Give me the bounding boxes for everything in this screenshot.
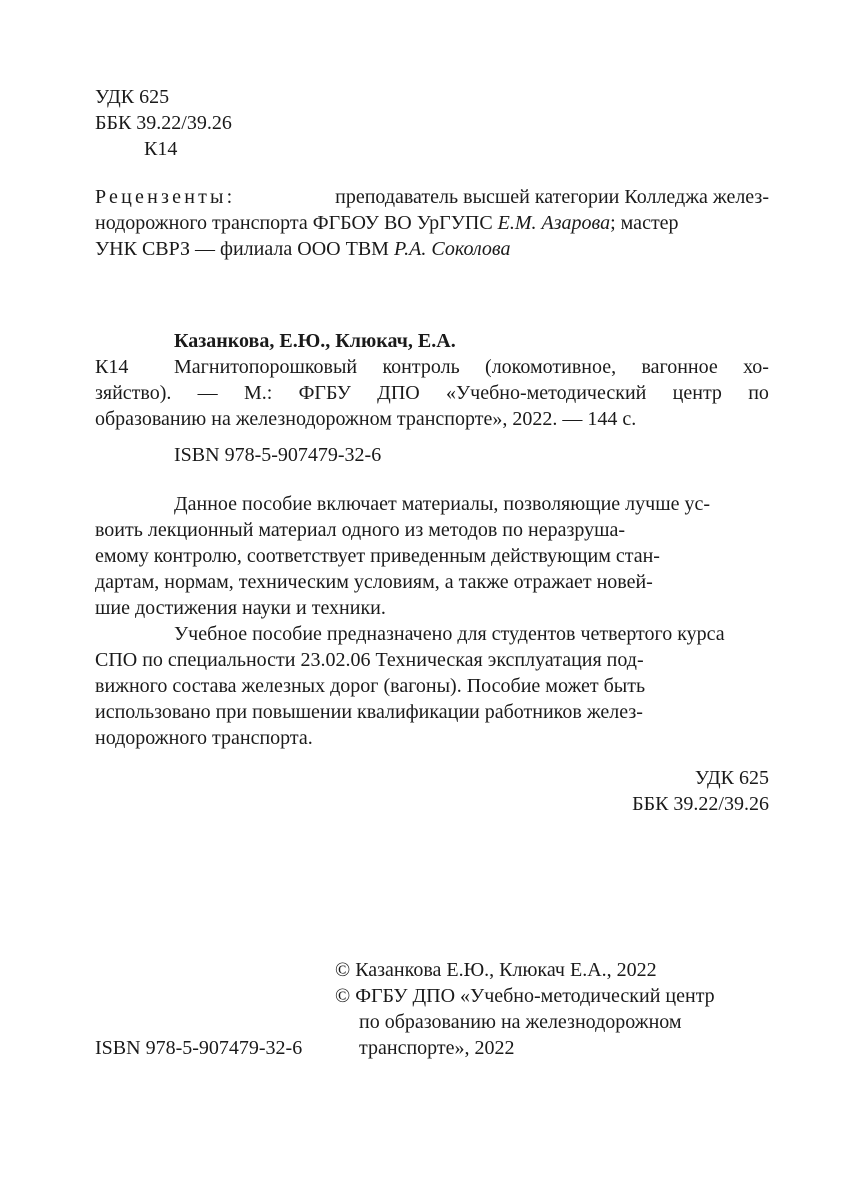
copyright-publisher-line-3: транспорте», 2022 bbox=[359, 1037, 515, 1059]
top-index bbox=[95, 84, 232, 162]
bib-title-line-3: образованию на железнодорожном транспорте», 2022. — 144 с. bbox=[95, 408, 637, 430]
reviewers-line-2 bbox=[95, 210, 769, 236]
abstract-p1-line-2: воить лекционный материал одного из методов по неразруша- bbox=[95, 519, 626, 541]
authors-heading: Казанкова, Е.Ю., Клюкач, Е.А. bbox=[174, 330, 456, 352]
copyright-publisher-line-1: © ФГБУ ДПО «Учебно-методический центр bbox=[335, 985, 715, 1007]
bib-isbn: ISBN 978-5-907479-32-6 bbox=[174, 444, 382, 466]
abstract-p1-line-5: шие достижения науки и техники. bbox=[95, 597, 386, 619]
reviewer-name-2: Р.А. Соколова bbox=[393, 238, 511, 260]
abstract-p1-line-4: дартам, нормам, техническим условиям, а также отражает новей- bbox=[95, 571, 653, 593]
bottom-udk-code: УДК 625 bbox=[694, 767, 769, 789]
bottom-bbk-code: ББК 39.22/39.26 bbox=[632, 793, 769, 815]
abstract-p2-line-3: вижного состава железных дорог (вагоны). Пособие может быть bbox=[95, 675, 646, 697]
bib-authors bbox=[174, 328, 456, 354]
reviewers-line-1-text: преподаватель высшей категории Колледжа желез- bbox=[335, 186, 769, 208]
author-mark: К14 bbox=[144, 138, 178, 160]
reviewers-line-2-text: нодорожного транспорта ФГБОУ ВО УрГУПС bbox=[95, 212, 493, 234]
abstract-p2-line-4: использовано при повышении квалификации работников желез- bbox=[95, 701, 643, 723]
bottom-index bbox=[469, 765, 769, 817]
reviewers-line-1 bbox=[95, 184, 769, 210]
bbk-code: ББК 39.22/39.26 bbox=[95, 112, 232, 134]
copyright-authors: © Казанкова Е.Ю., Клюкач Е.А., 2022 bbox=[335, 959, 657, 981]
bib-title-line-1: Магнитопорошковый контроль (локомотивное, вагонное хо- bbox=[174, 356, 769, 378]
udk-code: УДК 625 bbox=[95, 86, 170, 108]
reviewers-line-2-tail: ; мастер bbox=[610, 212, 679, 234]
copyright-block bbox=[335, 957, 715, 1061]
abstract-p1-line-3: емому контролю, соответствует приведенным действующим стан- bbox=[95, 545, 660, 567]
abstract-p2-line-5: нодорожного транспорта. bbox=[95, 727, 313, 749]
reviewer-name-1: Е.М. Азарова bbox=[497, 212, 611, 234]
abstract-p1-line-1: Данное пособие включает материалы, позволяющие лучше ус- bbox=[174, 493, 711, 515]
bib-title-line-2: зяйство). — М.: ФГБУ ДПО «Учебно-методический центр по bbox=[95, 382, 769, 404]
abstract-p2-line-2: СПО по специальности 23.02.06 Техническая эксплуатация под- bbox=[95, 649, 644, 671]
reviewers-line-3-text: УНК СВРЗ — филиала ООО ТВМ bbox=[95, 238, 389, 260]
reviewers-label: Рецензенты: bbox=[95, 186, 236, 208]
reviewers-line-3 bbox=[95, 236, 769, 262]
footer-isbn: ISBN 978-5-907479-32-6 bbox=[95, 1037, 303, 1059]
bib-mark: К14 bbox=[95, 356, 129, 378]
abstract-p2-line-1: Учебное пособие предназначено для студентов четвертого курса bbox=[174, 623, 725, 645]
abstract bbox=[95, 491, 769, 751]
reviewers-block bbox=[95, 184, 769, 262]
copyright-publisher-line-2: по образованию на железнодорожном bbox=[359, 1011, 682, 1033]
